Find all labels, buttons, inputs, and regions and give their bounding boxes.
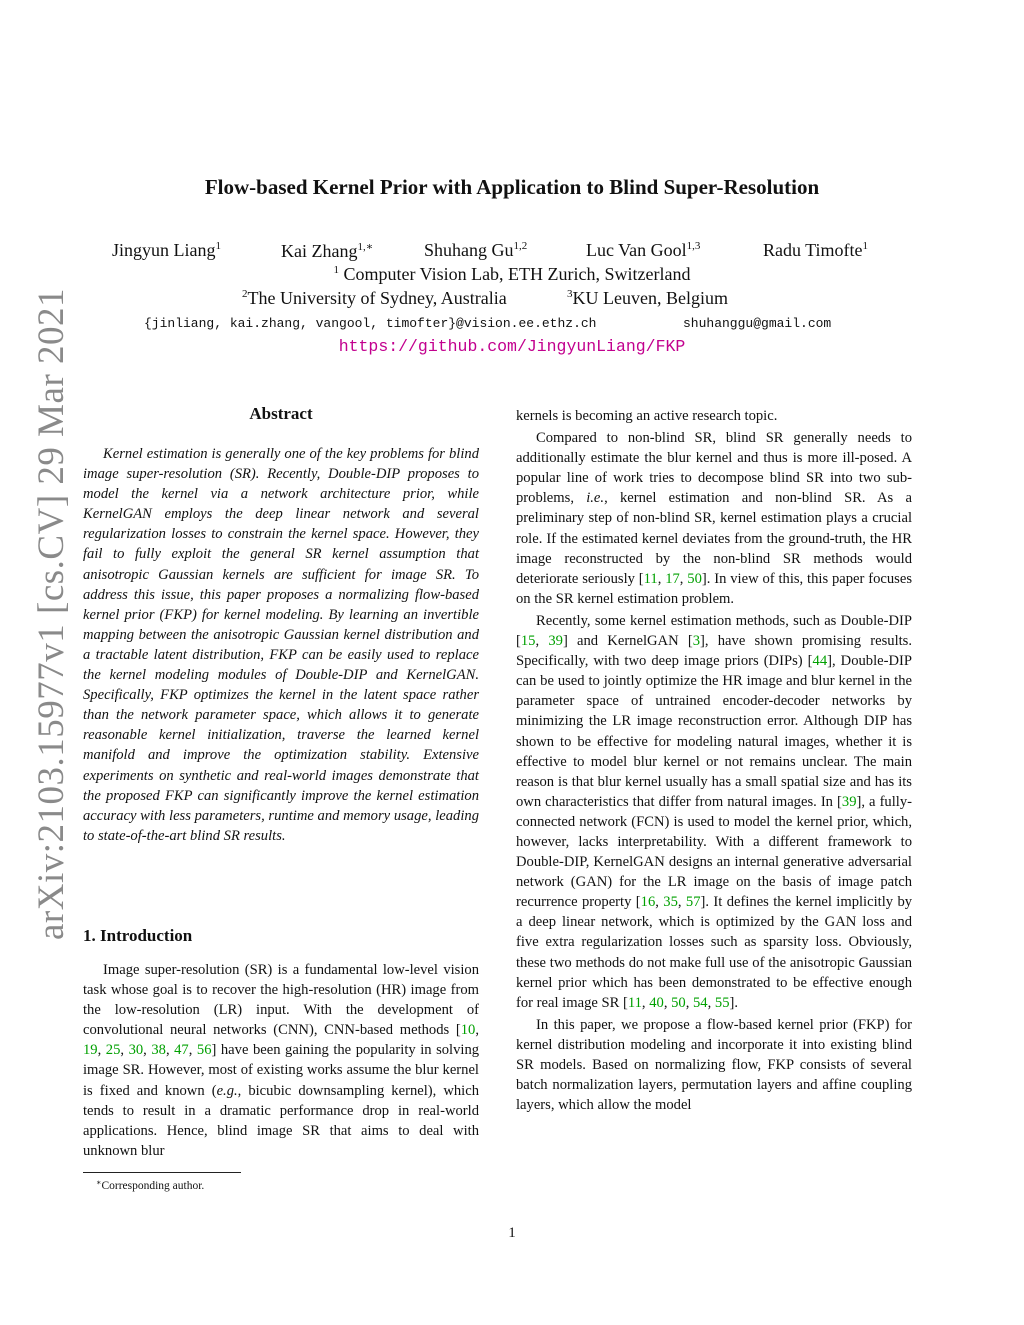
author-4: Luc Van Gool$^{1,3}$ [586,240,701,260]
citation-link[interactable]: 19 [83,1042,98,1059]
citation-link[interactable]: 10 [460,1022,476,1039]
citation-link[interactable]: 38 [151,1042,166,1059]
introduction-heading: 1. Introduction [83,926,193,945]
citation-link[interactable]: 11 [627,994,642,1011]
author-5: Radu Timofte$^1$ [763,240,869,260]
citation-link[interactable]: 40 [649,994,664,1011]
right-column-text [516,406,912,1117]
abstract-heading: Abstract [249,404,313,423]
page-number: 1 [508,1225,516,1241]
citation-link[interactable]: 39 [841,793,857,810]
citation-link[interactable]: 15 [520,633,536,650]
paragraph: In this paper, we propose a flow-based kernel prior (FKP) for kernel distribution modeling and incorporate it into existing blind SR models. Based on normalizing flow, FKP consists of several batch normalization layers, permutation layers and affine coupling layers, which allow the model [516,1016,912,1114]
citation-link[interactable]: 3 [692,633,701,650]
citation-link[interactable]: 39 [548,633,563,650]
citation-link[interactable]: 16 [640,894,656,911]
citation-link[interactable]: 11 [643,570,658,587]
paper-title: Flow-based Kernel Prior with Application to Blind Super-Resolution [204,175,820,199]
arxiv-stamp: arXiv:2103.15977v1 [cs.CV] 29 Mar 2021 [31,287,72,940]
affiliation-1: $^1$ Computer Vision Lab, ETH Zurich, Switzerland [333,264,691,284]
citation-link[interactable]: 25 [105,1042,121,1059]
paragraph: kernels is becoming an active research topic. [516,408,778,424]
citation-link[interactable]: 47 [174,1042,189,1059]
affiliation-2: $^2$ The University of Sydney, Australia [242,288,507,308]
email-single: shuhanggu@gmail.com [683,316,832,331]
citation-link[interactable]: 50 [687,570,702,587]
citation-link[interactable]: 56 [196,1042,212,1059]
citation-link[interactable]: 54 [693,994,708,1011]
citation-link[interactable]: 50 [671,994,686,1011]
citation-link[interactable]: 30 [128,1042,144,1059]
footnote-rule [83,1172,241,1173]
paragraph: Compared to non-blind SR, blind SR generally needs to additionally estimate the blur kernel and thus is more ill-posed. A popular line of work tries to decompose blind SR into two sub-problems, i.e., kernel estimation and non-blind SR. As a preliminary step of non-blind SR, kernel estimation plays a crucial role. If the estimated kernel deviates from the ground-truth, the HR image reconstructed by the non-blind SR methods would deteriorate seriously [11, 17, 50]. In view of this, this paper focuses on the SR kernel estimation problem. [516,430,912,607]
citation-link[interactable]: 57 [685,894,701,911]
citation-link[interactable]: 17 [665,570,680,587]
citation-link[interactable]: 44 [812,653,828,670]
affiliation-3: $^3$ KU Leuven, Belgium [567,288,728,308]
footnote: ∗Corresponding author. [96,1178,205,1192]
author-2: Kai Zhang$^{1,∗}$ [281,241,374,261]
citation-link[interactable]: 35 [663,894,678,911]
github-link[interactable]: https://github.com/JingyunLiang/FKP [338,337,686,356]
email-group: {jinliang, kai.zhang, vangool, timofter}@vision.ee.ethz.ch [144,316,597,331]
abstract-text: Kernel estimation is generally one of the key problems for blind image super-resolution (SR). Recently, Double-DIP proposes to model the kernel via a network architecture prior, while KernelGAN employs the deep linear network and several regularization losses to constrain the kernel space. However, they fail to fully exploit the general SR kernel assumption that anisotropic Gaussian kernels are sufficient for image SR. To address this issue, this paper proposes a normalizing flow-based kernel prior (FKP) for kernel modeling. By learning an invertible mapping between the anisotropic Gaussian kernel distribution and a tractable latent distribution, FKP can be easily used to replace the kernel modeling modules of Double-DIP and KernelGAN. Specifically, FKP optimizes the kernel in the latent space rather than the network parameter space, which allows it to generate reasonable kernel initialization, traverse the learned kernel manifold and improve the optimization stability. Extensive experiments on synthetic and real-world images demonstrate that the proposed FKP can significantly improve the kernel estimation accuracy with less parameters, runtime and memory usage, leading to state-of-the-art blind SR results. [83,446,479,844]
paragraph: Recently, some kernel estimation methods, such as Double-DIP [15, 39] and KernelGAN [3], have shown promising results. Specifically, with two deep image priors (DIPs) [44], Double-DIP can be used to jointly optimize the HR image and blur kernel in the parameter space of untrained encoder-decoder networks by minimizing the LR image reconstruction error. Although DIP has shown to be effective for modeling natural images, whether it is effective to model blur kernel or not remains unclear. The main reason is that blur kernel usually has a small spatial size and has its own characteristics that differ from natural images. In [39], a fully-connected network (FCN) is used to model the kernel prior, which, however, lacks interpretability. With a different framework to Double-DIP, KernelGAN designs an internal generative adversarial network (GAN) for the LR image on the basis of image patch recurrence property [16, 35, 57]. It defines the kernel implicitly by a deep linear network, which is optimized by the GAN loss and five extra regularization losses such as sparsity loss. Obviously, these two methods do not make full use of the anisotropic Gaussian kernel prior which has been demonstrated to be effective enough for real image SR [11, 40, 50, 54, 55]. [516,612,913,1011]
introduction-paragraph: Image super-resolution (SR) is a fundamental low-level vision task whose goal is to recover the high-resolution (HR) image from the low-resolution (LR) input. With the development of convolutional neural networks (CNN), CNN-based methods [10, 19, 25, 30, 38, 47, 56] have been gaining the popularity in solving image SR. However, most of existing works assume the blur kernel is fixed and known (e.g., bicubic downsampling kernel), which tends to result in a dramatic performance drop in real-world applications. Hence, blind image SR that aims to deal with unknown blur [83,962,480,1159]
citation-link[interactable]: 55 [714,994,730,1011]
author-1: Jingyun Liang$^1$ [112,240,221,260]
author-3: Shuhang Gu$^{1,2}$ [424,240,528,260]
